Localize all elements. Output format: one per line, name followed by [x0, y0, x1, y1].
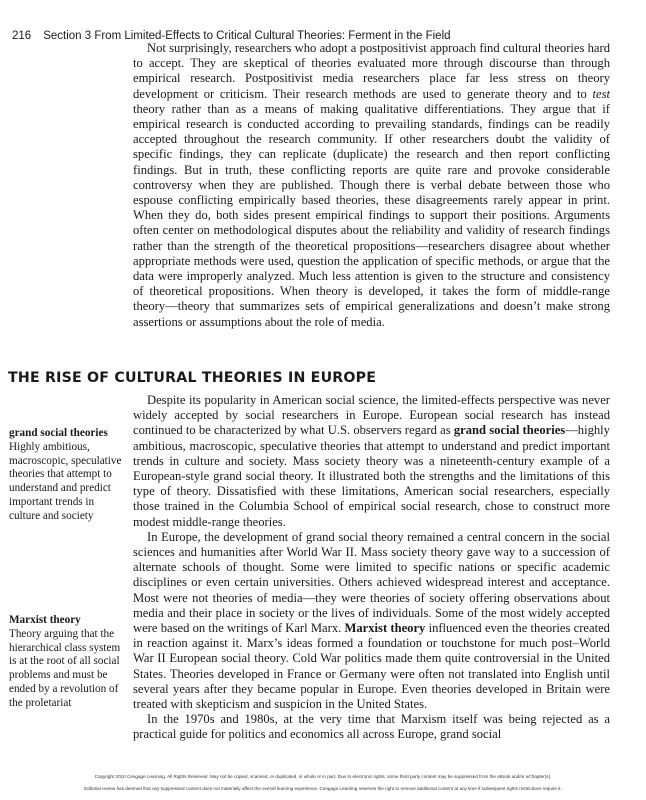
- body-section-2: [133, 393, 610, 743]
- margin-note-grand-social-theories: [9, 427, 124, 524]
- paragraph-text: influenced even the theories created in reaction against it. Marx’s ideas formed a foundation or touchstone for much post–World War II European social theory. Cold War politics made them quite controversial in the United States. Theories developed in France or Germany were often not translated into English until several years after they became popular in Europe. Even theories developed in Britain were treated with skepticism and suspicion in the United States.: [133, 621, 610, 712]
- margin-note-marxist-theory: [9, 614, 124, 711]
- key-term-grand-social-theories: grand social theories: [453, 423, 566, 438]
- paragraph-1970s: In the 1970s and 1980s, at the very time that Marxism itself was being rejected as a practical guide for politics and economics all across Europe, grand social: [133, 712, 610, 742]
- paragraph-text: —highly ambitious, macroscopic, speculative theories that attempt to understand and predict important trends in culture and society. Mass society theory was a nineteenth-century example of a European-style grand social theory. It illustrated both the strengths and the limitations of this type of theory. Dissatisfied with these limitations, American social researchers, especially those trained in the Columbia School of empirical social research, chose to construct more modest middle-range theories.: [133, 423, 610, 529]
- margin-definition: Highly ambitious, macroscopic, speculative theories that attempt to understand and predict important trends in culture and society: [9, 440, 122, 522]
- body-section-1: [133, 41, 610, 330]
- paragraph-postpositivist: [133, 41, 610, 330]
- paragraph-despite: [133, 393, 610, 530]
- margin-term: grand social theories: [9, 427, 108, 439]
- paragraph-text: theory rather than as a means of making qualitative differentiations. They argue that if empirical research is conducted according to prevailing standards, findings can be readily accepted throughout the research community. If other researchers doubt the validity of specific findings, they can replicate (duplicate) the research and then report conflicting findings. But in truth, these conflicting reports are quite rare and provoke considerable controversy when they are published. Though there is verbal debate between those who espouse conflicting empirically based theories, these disagreements rarely appear in print. When they do, both sides present empirical findings to support their positions. Arguments often center on methodological disputes about the reliability and validity of research findings rather than the strength of the theoretical propositions—researchers disagree about whether appropriate methods were used, question the application of specific methods, or argue that the data were improperly analyzed. Much less attention is given to the structure and consistency of theoretical propositions. When theory is developed, it takes the form of middle-range theory—theory that summarizes sets of empirical generalizations and doesn’t make strong assertions or assumptions about the role of media.: [133, 101, 610, 329]
- section-title: Section 3 From Limited-Effects to Critical Cultural Theories: Ferment in the Field: [43, 30, 451, 42]
- paragraph-text: Despite its popularity in American social science, the limited-effects perspective was never widely accepted by social researchers in Europe. European social research has instead continued to be characterized by what U.S. observers regard as: [133, 393, 610, 438]
- emphasis-test: test: [592, 86, 610, 101]
- margin-definition: Theory arguing that the hierarchical class system is at the root of all social problems and must be ended by a revolution of the proletariat: [9, 627, 121, 709]
- section-heading: THE RISE OF CULTURAL THEORIES IN EUROPE: [8, 370, 377, 386]
- margin-term: Marxist theory: [9, 614, 81, 626]
- copyright-line-1: Copyright 2010 Cengage Learning. All Rights Reserved. May not be copied, scanned, or duplicated, in whole or in part. Due to electronic rights, some third party content may be suppressed from the eBook and/or eChapter(s).: [94, 774, 552, 779]
- paragraph-text: Not surprisingly, researchers who adopt a postpositivist approach find cultural theories hard to accept. They are skeptical of theories evaluated more through discourse than through empirical research. Postpositivist media researchers place far less stress on theory development or criticism. Their research methods are used to generate theory and to: [133, 41, 610, 101]
- copyright-line-2: Editorial review has deemed that any suppressed content does not materially affect the overall learning experience. Cengage Learning reserves the right to remove additional content at any time if subsequent rights restrictions require it.: [84, 786, 562, 791]
- paragraph-in-europe: [133, 530, 610, 712]
- key-term-marxist-theory: Marxist theory: [344, 621, 426, 636]
- page-number: 216: [12, 30, 32, 42]
- paragraph-text: In Europe, the development of grand social theory remained a central concern in the social sciences and humanities after World War II. Mass society theory gave way to a succession of alternate schools of thought. Some were limited to specific nations or specific academic disciplines or even certain universities. Others achieved widespread interest and acceptance. Most were not theories of media—they were theories of society offering observations about media and their place in society or the lives of individuals. Some of the most widely accepted were based on the writings of Karl Marx.: [133, 529, 610, 636]
